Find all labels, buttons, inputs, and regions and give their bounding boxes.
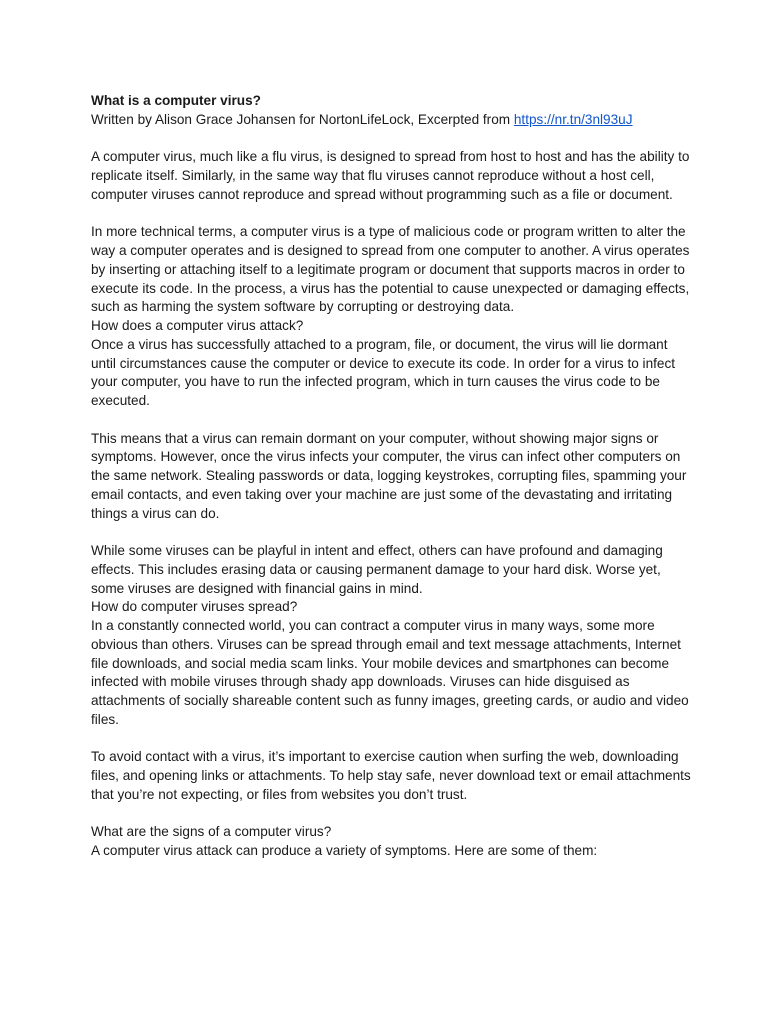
spacer <box>91 730 691 749</box>
spacer <box>91 523 691 542</box>
paragraph-dormant: This means that a virus can remain dormant on your computer, without showing major signs or symptoms. However, once the virus infects your computer, the virus can infect other computers on the same network. Stealing passwords or data, logging keystrokes, corrupting files, spamming your email contacts, and even taking over your machine are just some of the devastating and irritating things a virus can do. <box>91 430 687 521</box>
heading-signs: What are the signs of a computer virus? <box>91 824 332 840</box>
paragraph-technical: In more technical terms, a computer virus is a type of malicious code or program written to alter the way a computer operates and is designed to spread from one computer to another. A virus operates by inserting or attaching itself to a legitimate program or document that supports macros in order to execute its code. In the process, a virus has the potential to cause unexpected or damaging effects, such as harming the system software by corrupting or destroying data. <box>91 224 690 315</box>
heading-spread: How do computer viruses spread? <box>91 599 298 615</box>
document-title: What is a computer virus? <box>91 93 261 108</box>
paragraph-spread: In a constantly connected world, you can contract a computer virus in many ways, some more obvious than others. Viruses can be spread through email and text message attachments, Internet file downloads, and social media scam links. Your mobile devices and smartphones can become infected with mobile viruses through shady app downloads. Viruses can hide disguised as attachments of socially shareable content such as funny images, greeting cards, or audio and video files. <box>91 618 689 727</box>
paragraph-attack: Once a virus has successfully attached to a program, file, or document, the virus will lie dormant until circumstances cause the computer or device to execute its code. In order for a virus to infect your computer, you have to run the infected program, which in turn causes the virus code to be executed. <box>91 336 676 408</box>
byline <box>91 111 691 130</box>
byline-text: Written by Alison Grace Johansen for NortonLifeLock, Excerpted from <box>91 111 514 127</box>
document-page <box>91 92 691 861</box>
paragraph-signs: A computer virus attack can produce a variety of symptoms. Here are some of them: <box>91 843 598 858</box>
spacer <box>91 205 691 224</box>
spacer <box>91 411 691 430</box>
spacer <box>91 805 691 824</box>
spacer <box>91 130 691 149</box>
paragraph-avoid: To avoid contact with a virus, it’s important to exercise caution when surfing the web, downloading files, and opening links or attachments. To help stay safe, never download text or email attachments that you’re not expecting, or files from websites you don’t trust. <box>91 749 691 802</box>
paragraph-effects: While some viruses can be playful in intent and effect, others can have profound and damaging effects. This includes erasing data or causing permanent damage to your hard disk. Worse yet, some viruses are designed with financial gains in mind. <box>91 543 663 596</box>
paragraph-intro: A computer virus, much like a flu virus, is designed to spread from host to host and has the ability to replicate itself. Similarly, in the same way that flu viruses cannot reproduce without a host cell, computer viruses cannot reproduce and spread without programming such as a file or document. <box>91 149 690 202</box>
source-link[interactable]: https://nr.tn/3nl93uJ <box>513 111 633 127</box>
heading-attack: How does a computer virus attack? <box>91 318 304 333</box>
